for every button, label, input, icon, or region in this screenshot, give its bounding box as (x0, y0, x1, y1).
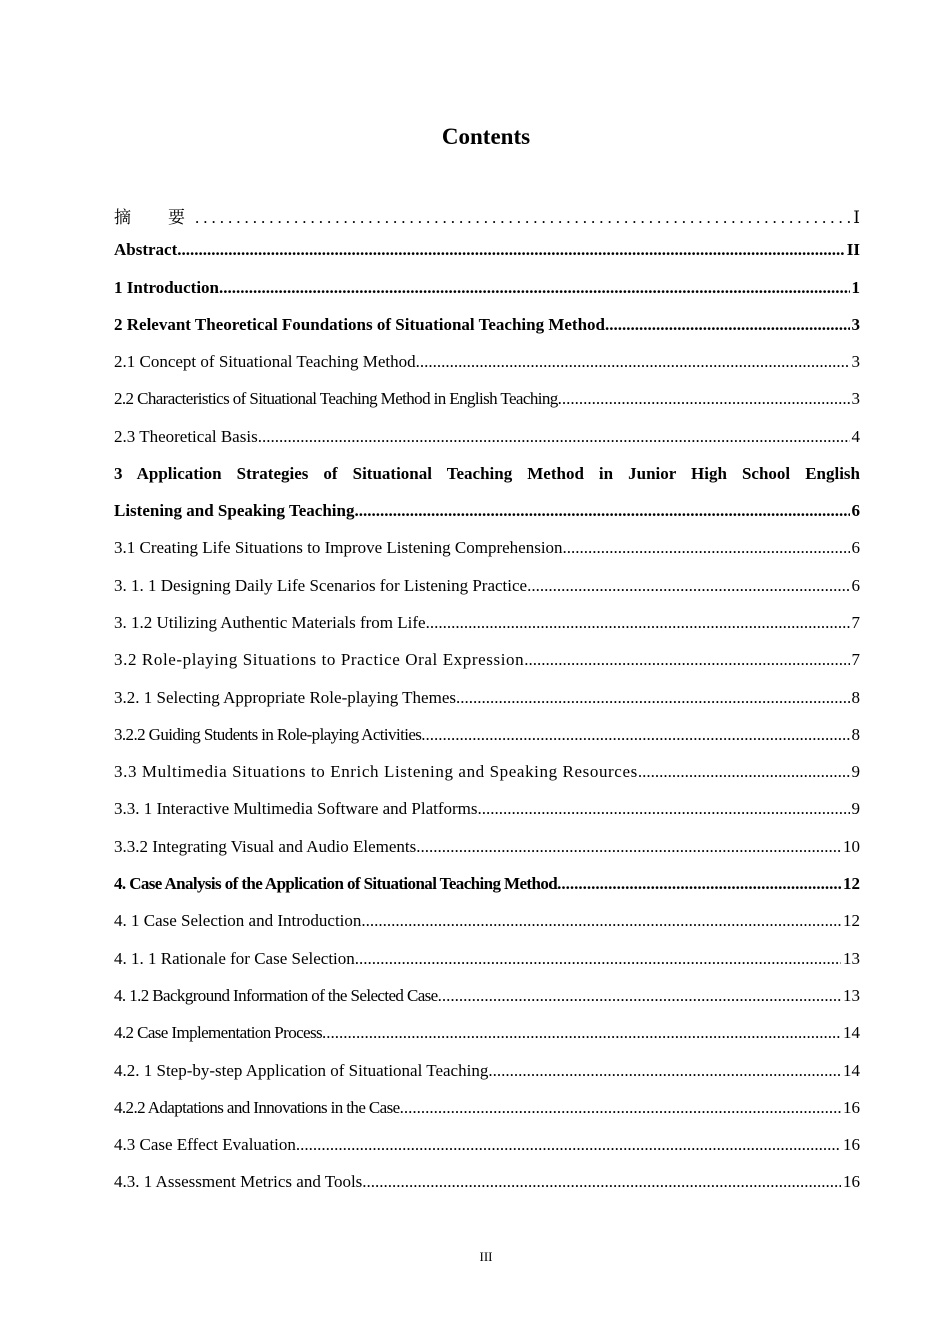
toc-entry-page: 3 (851, 389, 860, 409)
toc-entry-page: 6 (851, 575, 860, 595)
toc-entry-label: Listening and Speaking Teaching (114, 501, 355, 521)
toc-entry-label: 2.1 Concept of Situational Teaching Method (114, 352, 416, 372)
toc-entry-page: 16 (843, 1172, 860, 1192)
toc-entry-section-3-3-1[interactable] (114, 799, 860, 836)
toc-entry-page: 14 (843, 1060, 860, 1080)
toc-entry-section-3-1[interactable] (114, 538, 860, 575)
toc-entry-label: 3.3.2 Integrating Visual and Audio Elements (114, 836, 417, 856)
toc-entry-chapter-2[interactable] (114, 315, 860, 352)
toc-dot-leader (605, 315, 850, 335)
toc-dot-leader (354, 501, 849, 521)
toc-dot-leader (362, 1172, 841, 1192)
toc-entry-section-4-1-2[interactable] (114, 986, 860, 1023)
toc-entry-page: 8 (851, 724, 860, 744)
toc-entry-label: 3.3. 1 Interactive Multimedia Software and Platforms (114, 799, 478, 819)
toc-dot-leader (563, 538, 850, 558)
toc-entry-label: Abstract (114, 240, 178, 260)
toc-dot-leader (456, 688, 850, 708)
toc-entry-label: 3.2 Role-playing Situations to Practice Oral Expression (114, 650, 525, 670)
toc-dot-leader (258, 427, 850, 447)
toc-dot-leader (361, 911, 841, 931)
toc-dot-leader (416, 837, 841, 857)
toc-dot-leader (355, 949, 841, 969)
toc-entry-label: 3. 1.2 Utilizing Authentic Materials from Life (114, 612, 426, 632)
toc-dot-leader (296, 1135, 841, 1155)
toc-entry-section-4-3-1[interactable] (114, 1172, 860, 1209)
toc-entry-chapter-4[interactable] (114, 874, 860, 911)
toc-entry-label: 4.3. 1 Assessment Metrics and Tools (114, 1172, 363, 1192)
toc-entry-label: 4.2. 1 Step-by-step Application of Situational Teaching (114, 1060, 489, 1080)
toc-dot-leader (426, 613, 850, 633)
toc-entry-label: 4.2.2 Adaptations and Innovations in the Case (114, 1097, 400, 1117)
page-footer-number: III (479, 1249, 493, 1264)
toc-entry-page: 13 (843, 985, 860, 1005)
toc-entry-label: 2 Relevant Theoretical Foundations of Situational Teaching Method (114, 314, 605, 334)
toc-entry-section-2-1[interactable] (114, 352, 860, 389)
toc-dot-leader (177, 240, 845, 260)
toc-dot-leader (400, 1098, 841, 1118)
toc-entry-label: 4. 1.2 Background Information of the Selected Case (114, 985, 438, 1005)
toc-entry-label: 3.3 Multimedia Situations to Enrich Listening and Speaking Resources (114, 762, 638, 782)
toc-entry-page: 1 (851, 277, 860, 297)
toc-entry-page: 12 (843, 911, 860, 931)
toc-entry-label: 2.3 Theoretical Basis (114, 426, 258, 446)
toc-entry-section-2-3[interactable] (114, 427, 860, 464)
toc-entry-section-4-1[interactable] (114, 911, 860, 948)
toc-dot-leader (195, 208, 851, 228)
toc-entry-section-4-3[interactable] (114, 1135, 860, 1172)
toc-entry-page: 9 (851, 799, 860, 819)
toc-entry-section-2-2[interactable] (114, 389, 860, 426)
toc-entry-page: 3 (851, 314, 860, 334)
toc-dot-leader (421, 725, 849, 745)
toc-entry-page: 13 (843, 948, 860, 968)
toc-entry-section-3-2-2[interactable] (114, 725, 860, 762)
toc-entry-section-4-1-1[interactable] (114, 949, 860, 986)
toc-entry-page: 16 (843, 1135, 860, 1155)
toc-entry-section-4-2[interactable] (114, 1023, 860, 1060)
toc-entry-label: 4.2 Case Implementation Process (114, 1023, 323, 1043)
table-of-contents (114, 203, 860, 1210)
toc-dot-leader (524, 650, 849, 670)
toc-dot-leader (219, 278, 849, 298)
toc-entry-label: 3.1 Creating Life Situations to Improve Listening Comprehension (114, 538, 563, 558)
toc-entry-section-3-1-1[interactable] (114, 576, 860, 613)
toc-dot-leader (638, 762, 850, 782)
toc-entry-page: 7 (851, 612, 860, 632)
toc-entry-chinese-abstract[interactable] (114, 203, 860, 240)
toc-dot-leader (416, 352, 850, 372)
toc-dot-leader (322, 1023, 841, 1043)
toc-entry-chapter-1[interactable] (114, 278, 860, 315)
toc-entry-section-4-2-1[interactable] (114, 1061, 860, 1098)
toc-entry-section-3-3[interactable] (114, 762, 860, 799)
toc-entry-page: 16 (843, 1097, 860, 1117)
toc-entry-label: 3.2.2 Guiding Students in Role-playing Activities (114, 724, 422, 744)
toc-entry-page: 4 (851, 426, 860, 446)
toc-entry-label: 3. 1. 1 Designing Daily Life Scenarios for Listening Practice (114, 575, 528, 595)
toc-entry-page: 6 (851, 538, 860, 558)
toc-dot-leader (558, 389, 850, 409)
toc-entry-label: 1 Introduction (114, 277, 220, 297)
toc-entry-label: 2.2 Characteristics of Situational Teaching Method in English Teaching (114, 389, 558, 409)
toc-entry-page: 10 (843, 836, 860, 856)
toc-dot-leader (527, 576, 849, 596)
toc-entry-label: 4.3 Case Effect Evaluation (114, 1135, 296, 1155)
toc-dot-leader (438, 986, 841, 1006)
toc-entry-page: 8 (851, 687, 860, 707)
toc-entry-abstract[interactable] (114, 240, 860, 277)
toc-entry-page: II (846, 240, 860, 260)
toc-entry-page: 14 (843, 1023, 860, 1043)
toc-entry-section-4-2-2[interactable] (114, 1098, 860, 1135)
toc-entry-section-3-2-1[interactable] (114, 688, 860, 725)
page-title: Contents (441, 124, 531, 149)
toc-entry-page: 3 (851, 352, 860, 372)
toc-entry-label: 3.2. 1 Selecting Appropriate Role-playing Themes (114, 687, 456, 707)
toc-entry-label: 摘 要 (114, 208, 195, 227)
toc-entry-chapter-3[interactable] (114, 501, 860, 538)
toc-entry-page: 12 (843, 874, 860, 894)
toc-entry-section-3-3-2[interactable] (114, 837, 860, 874)
toc-entry-page: 9 (851, 762, 860, 782)
toc-entry-section-3-2[interactable] (114, 650, 860, 687)
toc-entry-label: 3 Application Strategies of Situational Teaching Method in Junior High School English (114, 464, 860, 484)
toc-entry-page: 7 (851, 650, 860, 670)
toc-entry-label: 4. 1 Case Selection and Introduction (114, 911, 362, 931)
toc-entry-label: 4. 1. 1 Rationale for Case Selection (114, 948, 355, 968)
toc-entry-label: 4. Case Analysis of the Application of Situational Teaching Method (114, 874, 558, 894)
toc-entry-page: Ⅰ (853, 208, 860, 227)
toc-dot-leader (557, 874, 841, 894)
toc-entry-page: 6 (851, 501, 860, 521)
toc-entry-chapter-3-line-1[interactable] (114, 464, 860, 501)
toc-dot-leader (478, 799, 850, 819)
toc-dot-leader (488, 1061, 841, 1081)
toc-entry-section-3-1-2[interactable] (114, 613, 860, 650)
